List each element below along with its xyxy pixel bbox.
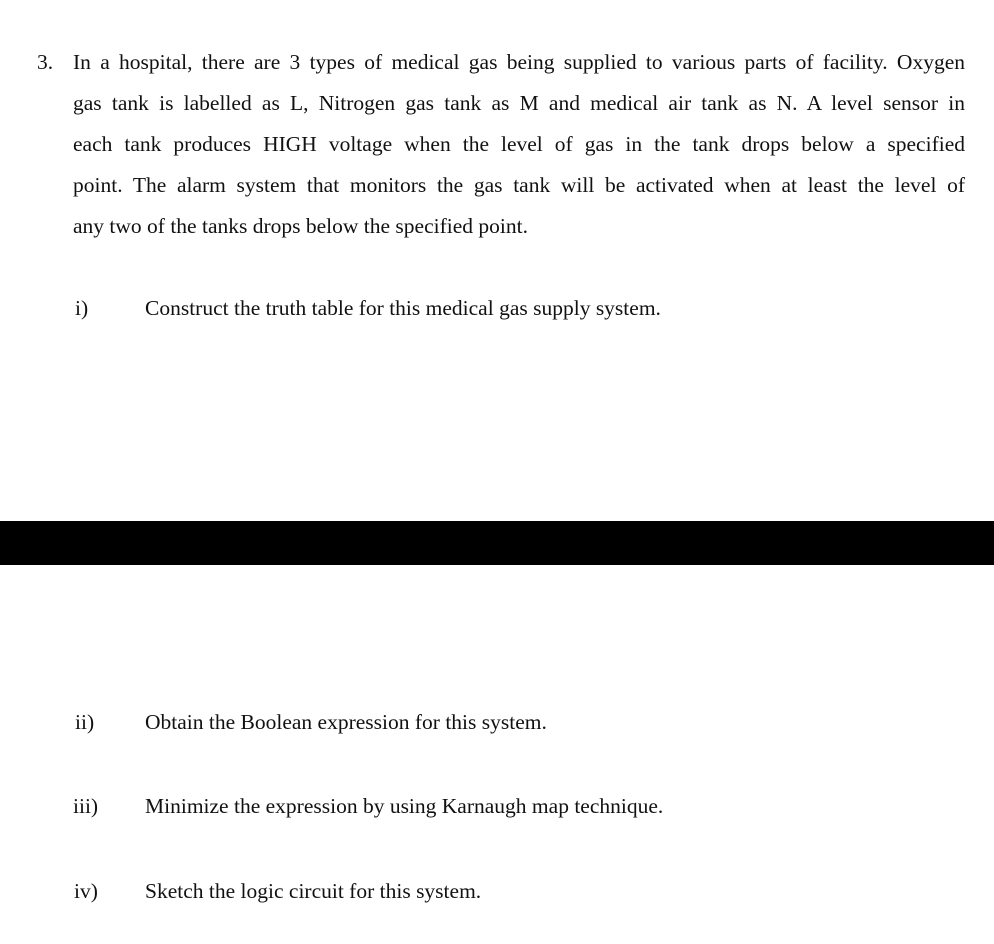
- question-number: 3.: [37, 50, 54, 74]
- sub-question-label: ii): [75, 710, 95, 734]
- redaction-bar: [0, 521, 994, 565]
- sub-question-label: iv): [74, 879, 98, 903]
- question-text-line-4: point. The alarm system that monitors the gas tank will be activated when at least the level of: [73, 173, 965, 197]
- sub-question-text: Sketch the logic circuit for this system.: [145, 879, 482, 903]
- question-text-line-5: any two of the tanks drops below the specified point.: [73, 214, 528, 238]
- question-text-line-2: gas tank is labelled as L, Nitrogen gas tank as M and medical air tank as N. A level sensor in: [73, 91, 965, 115]
- sub-question-label: i): [75, 296, 89, 320]
- question-text-line-3: each tank produces HIGH voltage when the level of gas in the tank drops below a specified: [73, 132, 965, 156]
- sub-question-text: Obtain the Boolean expression for this system.: [145, 710, 547, 734]
- sub-question-label: iii): [73, 794, 99, 818]
- sub-question-text: Minimize the expression by using Karnaugh map technique.: [145, 794, 664, 818]
- question-text-line-1: In a hospital, there are 3 types of medical gas being supplied to various parts of facility. Oxygen: [73, 50, 965, 74]
- sub-question-text: Construct the truth table for this medical gas supply system.: [145, 296, 661, 320]
